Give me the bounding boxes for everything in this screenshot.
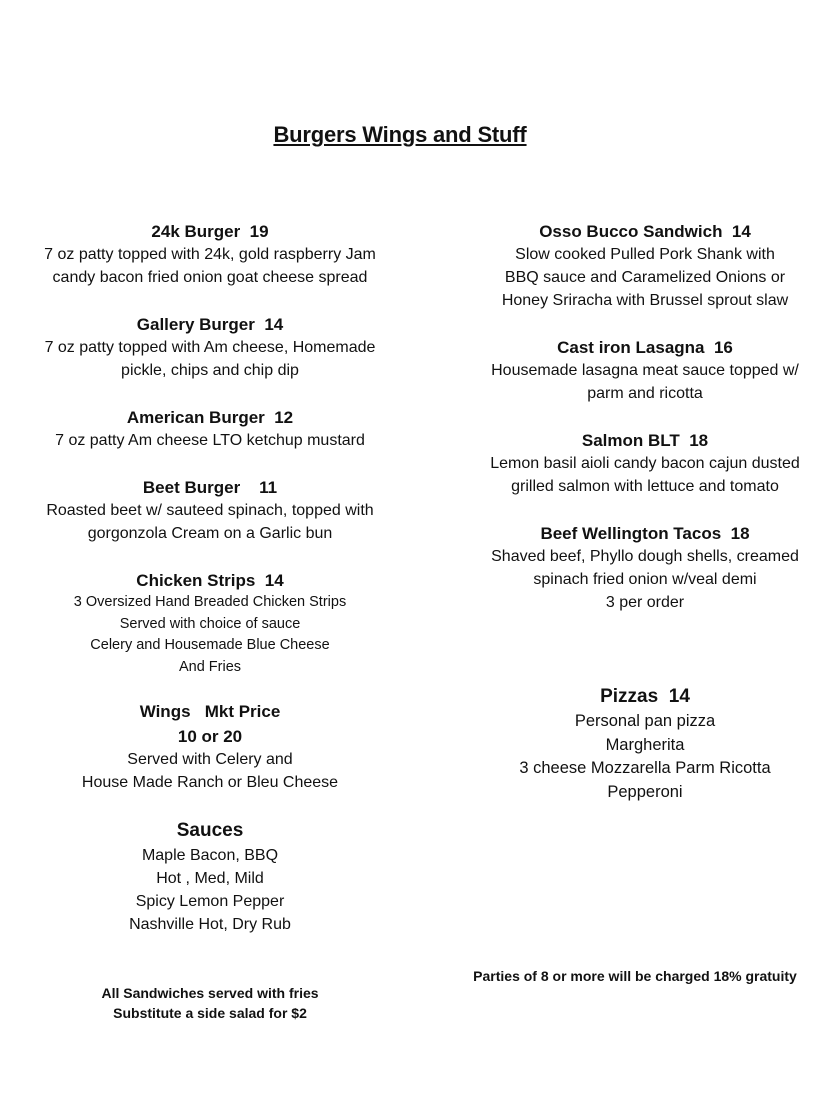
description-line: Honey Sriracha with Brussel sprout slaw — [501, 292, 789, 309]
item-description — [455, 545, 833, 614]
description-line: Hot , Med, Mild — [156, 870, 264, 887]
description-line: Pepperoni — [607, 782, 683, 801]
sides-note — [10, 983, 410, 1023]
description-line: 3 Oversized Hand Breaded Chicken Strips — [73, 594, 347, 610]
description-line: Roasted beet w/ sauteed spinach, topped with — [46, 502, 374, 519]
menu-item-chicken-strips — [10, 570, 410, 678]
description-line: Celery and Housemade Blue Cheese — [90, 637, 330, 653]
description-line: 3 cheese Mozzarella Parm Ricotta — [519, 759, 771, 777]
description-line: 7 oz patty topped with 24k, gold raspberry Jam — [44, 246, 376, 263]
description-line: 7 oz patty Am cheese LTO ketchup mustard — [55, 432, 365, 449]
menu-item-osso-bucco-sandwich — [455, 221, 833, 312]
menu-title: Burgers Wings and Stuff — [273, 122, 527, 147]
item-description — [10, 592, 410, 678]
item-name: Pizzas 14 — [600, 686, 690, 707]
item-name: 24k Burger 19 — [151, 222, 269, 241]
gratuity-note: Parties of 8 or more will be charged 18% gratuity — [473, 968, 797, 984]
menu-item-cast-iron-lasagna — [455, 337, 833, 405]
item-description — [10, 499, 410, 545]
item-name: Chicken Strips 14 — [136, 571, 284, 590]
description-line: Lemon basil aioli candy bacon cajun dusted — [490, 455, 800, 472]
description-line: Maple Bacon, BBQ — [141, 847, 279, 864]
item-description — [10, 336, 410, 382]
description-line: House Made Ranch or Bleu Cheese — [81, 774, 339, 791]
item-description — [455, 452, 833, 498]
item-price-options: 10 or 20 — [177, 727, 243, 746]
description-line: Served with choice of sauce — [119, 615, 301, 632]
menu-item-beet-burger — [10, 477, 410, 545]
item-name: Salmon BLT 18 — [581, 431, 709, 450]
description-line: candy bacon fried onion goat cheese spread — [52, 269, 368, 286]
menu-item-salmon-blt — [455, 430, 833, 498]
note-line: Substitute a side salad for $2 — [113, 1005, 307, 1021]
menu-item-24k-burger — [10, 221, 410, 289]
description-line: Slow cooked Pulled Pork Shank with — [515, 246, 775, 263]
description-line: Shaved beef, Phyllo dough shells, creamed — [491, 548, 799, 565]
description-line: Spicy Lemon Pepper — [135, 893, 285, 910]
description-line: BBQ sauce and Caramelized Onions or — [504, 269, 786, 286]
right-menu-column — [455, 221, 833, 804]
description-line: Housemade lasagna meat sauce topped w/ — [491, 362, 799, 379]
menu-section-pizzas — [455, 684, 833, 804]
item-description — [455, 359, 833, 405]
description-line: 3 per order — [605, 594, 685, 611]
menu-item-gallery-burger — [10, 314, 410, 382]
item-name: Sauces — [176, 820, 244, 841]
description-line: Nashville Hot, Dry Rub — [129, 916, 291, 933]
item-description — [455, 243, 833, 312]
item-description — [10, 844, 410, 936]
menu-item-wings — [10, 701, 410, 794]
item-name: American Burger 12 — [126, 408, 294, 427]
description-line: pickle, chips and chip dip — [121, 362, 299, 379]
description-line: Personal pan pizza — [574, 712, 716, 730]
description-line: gorgonzola Cream on a Garlic bun — [87, 525, 333, 542]
item-name: Cast iron Lasagna 16 — [557, 338, 733, 357]
description-line: grilled salmon with lettuce and tomato — [511, 478, 779, 495]
description-line: And Fries — [178, 658, 242, 675]
item-name: Osso Bucco Sandwich 14 — [539, 222, 751, 241]
description-line: Margherita — [605, 735, 685, 754]
description-line: spinach fried onion w/veal demi — [533, 571, 757, 588]
description-line: parm and ricotta — [587, 385, 703, 402]
menu-item-american-burger — [10, 407, 410, 452]
description-line: 7 oz patty topped with Am cheese, Homemade — [44, 339, 376, 356]
item-name: Wings Mkt Price — [139, 702, 281, 721]
item-description — [10, 243, 410, 289]
item-description — [10, 429, 410, 452]
menu-item-beef-wellington-tacos — [455, 523, 833, 614]
item-name: Gallery Burger 14 — [136, 315, 284, 334]
item-name: Beef Wellington Tacos 18 — [540, 524, 750, 543]
menu-section-sauces — [10, 818, 410, 936]
item-name: Beet Burger 11 — [142, 478, 278, 497]
item-description — [455, 710, 833, 804]
description-line: Served with Celery and — [127, 751, 293, 768]
item-description — [10, 748, 410, 794]
left-menu-column — [10, 221, 410, 936]
note-line: All Sandwiches served with fries — [101, 985, 319, 1001]
